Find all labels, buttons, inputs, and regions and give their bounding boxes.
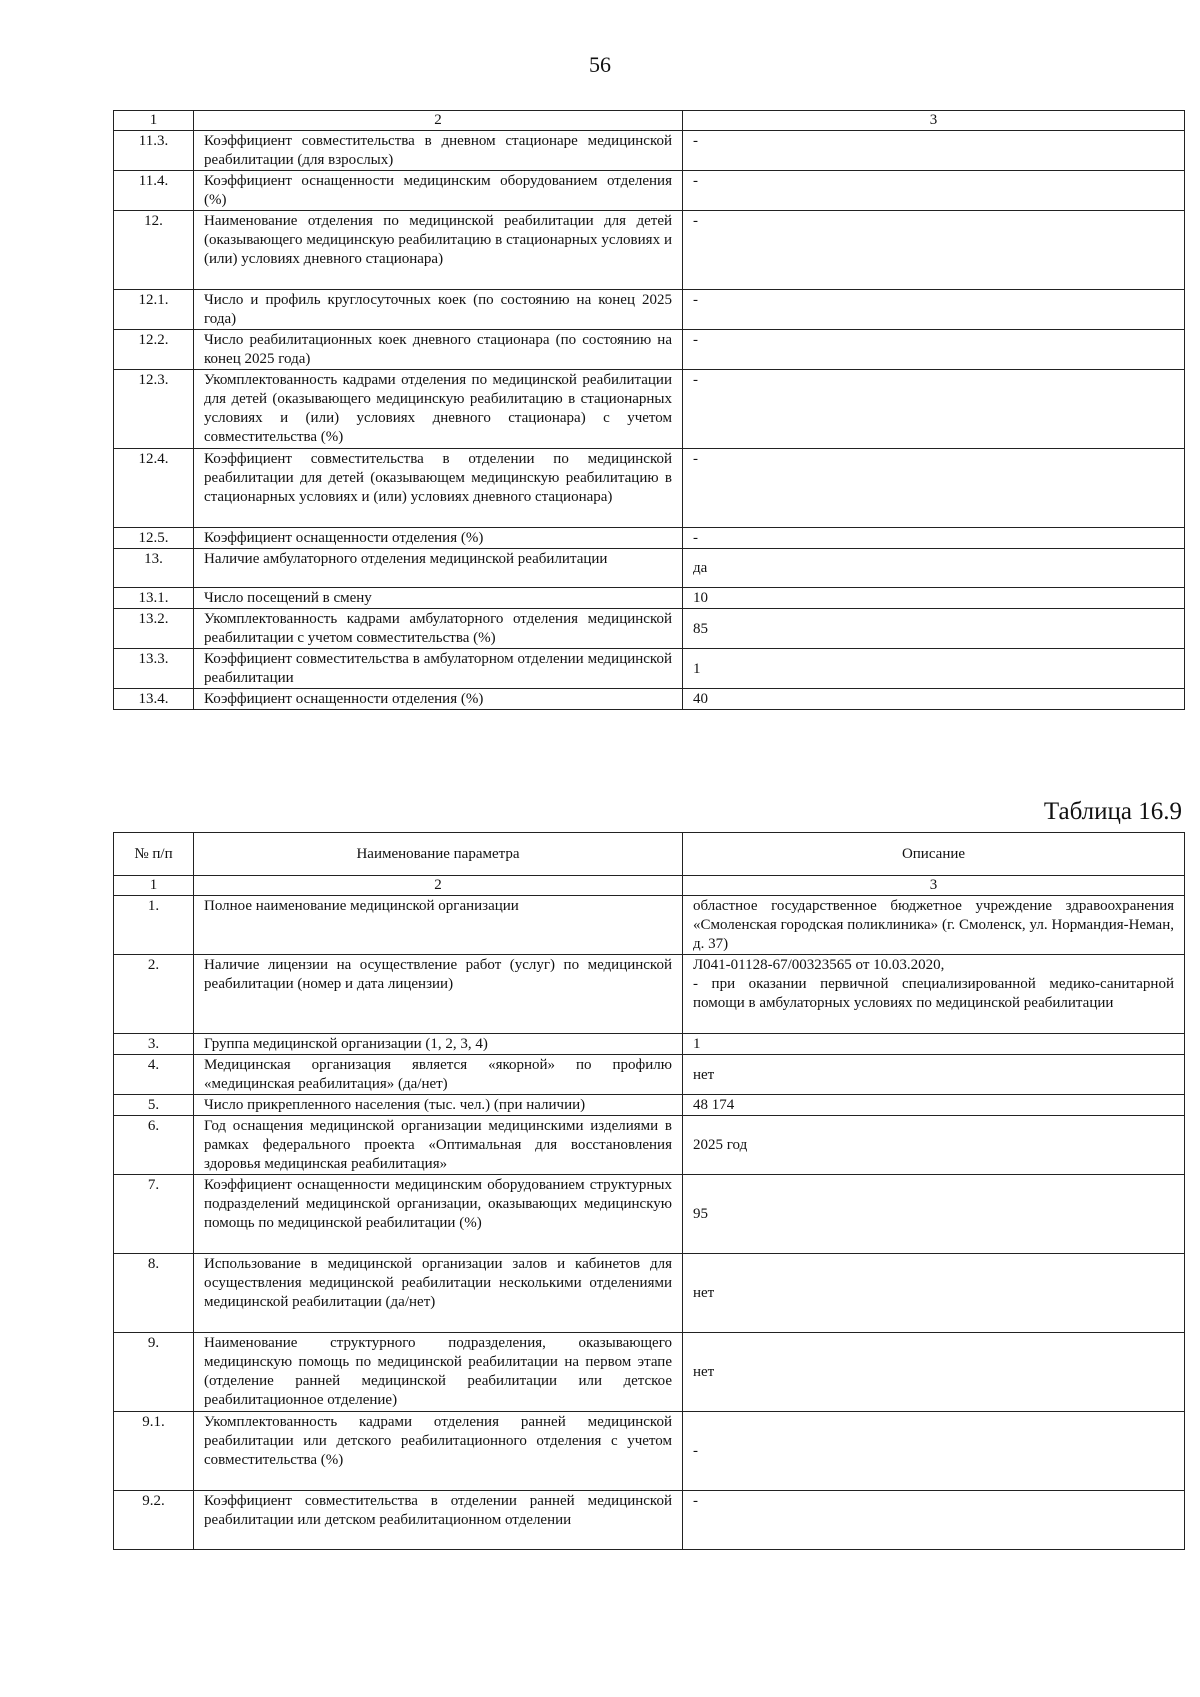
row-number: 12.5. <box>114 528 194 549</box>
parameter-cell: Коэффициент совместительства в отделении по медицинской реабилитации для детей (оказывающем медицинскую реабилитацию в стационарных условиях и (или) условиях дневного стационара) <box>194 449 683 528</box>
value-cell: - <box>683 211 1185 290</box>
row-number: 11.4. <box>114 171 194 211</box>
parameter-cell: Укомплектованность кадрами отделения ранней медицинской реабилитации или детского реабилитационного отделения с учетом совместительства (%) <box>194 1412 683 1491</box>
row-number: 13. <box>114 549 194 588</box>
value-cell: областное государственное бюджетное учреждение здравоохранения «Смоленская городская поликлиника» (г. Смоленск, ул. Нормандия-Неман, д. 37) <box>683 896 1185 955</box>
parameter-cell: Наименование отделения по медицинской реабилитации для детей (оказывающего медицинскую реабилитацию в стационарных условиях и (или) условиях дневного стационара) <box>194 211 683 290</box>
license-scope: - при оказании первичной специализированной медико-санитарной помощи в амбулаторных условиях по медицинской реабилитации <box>693 976 1174 1011</box>
table-row <box>114 449 1185 528</box>
col-number-1: 1 <box>114 111 194 131</box>
table-row <box>114 649 1185 689</box>
table-row <box>114 689 1185 710</box>
value-cell: - <box>683 1491 1185 1550</box>
parameter-cell: Полное наименование медицинской организации <box>194 896 683 955</box>
parameter-cell: Коэффициент совместительства в амбулаторном отделении медицинской реабилитации <box>194 649 683 689</box>
parameter-cell: Укомплектованность кадрами отделения по медицинской реабилитации для детей (оказывающего медицинскую реабилитацию в стационарных условиях и (или) условиях дневного стационара) с учетом совместительства (%) <box>194 370 683 449</box>
value-cell: - <box>683 528 1185 549</box>
value-cell: - <box>683 131 1185 171</box>
parameter-cell: Наличие лицензии на осуществление работ (услуг) по медицинской реабилитации (номер и дата лицензии) <box>194 955 683 1034</box>
table-row <box>114 171 1185 211</box>
col-number-2: 2 <box>194 876 683 896</box>
row-number: 3. <box>114 1034 194 1055</box>
table-row <box>114 1095 1185 1116</box>
value-cell: 48 174 <box>683 1095 1185 1116</box>
row-number: 12.4. <box>114 449 194 528</box>
value-cell <box>683 955 1185 1034</box>
continuation-table <box>113 110 1185 710</box>
row-number: 13.1. <box>114 588 194 609</box>
table-row <box>114 549 1185 588</box>
parameter-cell: Число и профиль круглосуточных коек (по состоянию на конец 2025 года) <box>194 290 683 330</box>
parameter-cell: Наименование структурного подразделения, оказывающего медицинскую помощь по медицинской реабилитации на первом этапе (отделение ранней медицинской реабилитации или детское реабилитационное отделение) <box>194 1333 683 1412</box>
row-number: 9.2. <box>114 1491 194 1550</box>
value-cell: - <box>683 290 1185 330</box>
table-row <box>114 1254 1185 1333</box>
parameter-cell: Число реабилитационных коек дневного стационара (по состоянию на конец 2025 года) <box>194 330 683 370</box>
table-caption: Таблица 16.9 <box>1043 798 1182 825</box>
parameter-cell: Наличие амбулаторного отделения медицинской реабилитации <box>194 549 683 588</box>
parameter-cell: Коэффициент совместительства в дневном стационаре медицинской реабилитации (для взрослых) <box>194 131 683 171</box>
parameter-cell: Число посещений в смену <box>194 588 683 609</box>
row-number: 11.3. <box>114 131 194 171</box>
value-cell: 1 <box>683 649 1185 689</box>
value-cell: 1 <box>683 1034 1185 1055</box>
value-cell: да <box>683 549 1185 588</box>
table-row <box>114 896 1185 955</box>
table-row <box>114 588 1185 609</box>
table-row <box>114 330 1185 370</box>
value-cell: нет <box>683 1333 1185 1412</box>
row-number: 5. <box>114 1095 194 1116</box>
row-number: 8. <box>114 1254 194 1333</box>
table-row <box>114 1055 1185 1095</box>
column-number-row <box>114 111 1185 131</box>
header-description: Описание <box>683 833 1185 876</box>
parameters-table <box>113 832 1185 1550</box>
value-cell: 2025 год <box>683 1116 1185 1175</box>
row-number: 1. <box>114 896 194 955</box>
value-cell: 95 <box>683 1175 1185 1254</box>
value-cell: - <box>683 370 1185 449</box>
parameter-cell: Год оснащения медицинской организации медицинскими изделиями в рамках федерального проекта «Оптимальная для восстановления здоровья медицинская реабилитация» <box>194 1116 683 1175</box>
license-number: Л041-01128-67/00323565 от 10.03.2020, <box>693 957 945 973</box>
table-row <box>114 131 1185 171</box>
col-number-3: 3 <box>683 111 1185 131</box>
parameter-cell: Коэффициент совместительства в отделении ранней медицинской реабилитации или детском реабилитационном отделении <box>194 1491 683 1550</box>
col-number-3: 3 <box>683 876 1185 896</box>
table-row <box>114 1175 1185 1254</box>
table-row <box>114 370 1185 449</box>
parameter-cell: Использование в медицинской организации залов и кабинетов для осуществления медицинской реабилитации несколькими отделениями медицинской реабилитации (да/нет) <box>194 1254 683 1333</box>
parameter-cell: Коэффициент оснащенности отделения (%) <box>194 528 683 549</box>
row-number: 13.2. <box>114 609 194 649</box>
row-number: 7. <box>114 1175 194 1254</box>
row-number: 9.1. <box>114 1412 194 1491</box>
table-row <box>114 528 1185 549</box>
table-row <box>114 955 1185 1034</box>
header-row <box>114 833 1185 876</box>
col-number-2: 2 <box>194 111 683 131</box>
parameter-cell: Медицинская организация является «якорной» по профилю «медицинская реабилитация» (да/нет) <box>194 1055 683 1095</box>
header-parameter: Наименование параметра <box>194 833 683 876</box>
table-row <box>114 1034 1185 1055</box>
row-number: 12.1. <box>114 290 194 330</box>
header-number: № п/п <box>114 833 194 876</box>
row-number: 4. <box>114 1055 194 1095</box>
parameter-cell: Коэффициент оснащенности отделения (%) <box>194 689 683 710</box>
row-number: 2. <box>114 955 194 1034</box>
row-number: 13.4. <box>114 689 194 710</box>
value-cell: 85 <box>683 609 1185 649</box>
parameter-cell: Коэффициент оснащенности медицинским оборудованием отделения (%) <box>194 171 683 211</box>
row-number: 12. <box>114 211 194 290</box>
parameter-cell: Укомплектованность кадрами амбулаторного отделения медицинской реабилитации с учетом совместительства (%) <box>194 609 683 649</box>
col-number-1: 1 <box>114 876 194 896</box>
table-row <box>114 290 1185 330</box>
parameter-cell: Коэффициент оснащенности медицинским оборудованием структурных подразделений медицинской организации, оказывающих медицинскую помощь по медицинской реабилитации (%) <box>194 1175 683 1254</box>
table-row <box>114 609 1185 649</box>
parameter-cell: Число прикрепленного населения (тыс. чел.) (при наличии) <box>194 1095 683 1116</box>
table-row <box>114 1333 1185 1412</box>
table-row <box>114 1116 1185 1175</box>
row-number: 12.3. <box>114 370 194 449</box>
table-row <box>114 1491 1185 1550</box>
row-number: 6. <box>114 1116 194 1175</box>
value-cell: 40 <box>683 689 1185 710</box>
row-number: 13.3. <box>114 649 194 689</box>
table-row <box>114 211 1185 290</box>
page-number: 56 <box>589 52 611 77</box>
value-cell: - <box>683 171 1185 211</box>
value-cell: - <box>683 1412 1185 1491</box>
row-number: 12.2. <box>114 330 194 370</box>
column-number-row <box>114 876 1185 896</box>
table-row <box>114 1412 1185 1491</box>
value-cell: - <box>683 449 1185 528</box>
parameter-cell: Группа медицинской организации (1, 2, 3, 4) <box>194 1034 683 1055</box>
row-number: 9. <box>114 1333 194 1412</box>
value-cell: нет <box>683 1055 1185 1095</box>
value-cell: нет <box>683 1254 1185 1333</box>
value-cell: 10 <box>683 588 1185 609</box>
value-cell: - <box>683 330 1185 370</box>
